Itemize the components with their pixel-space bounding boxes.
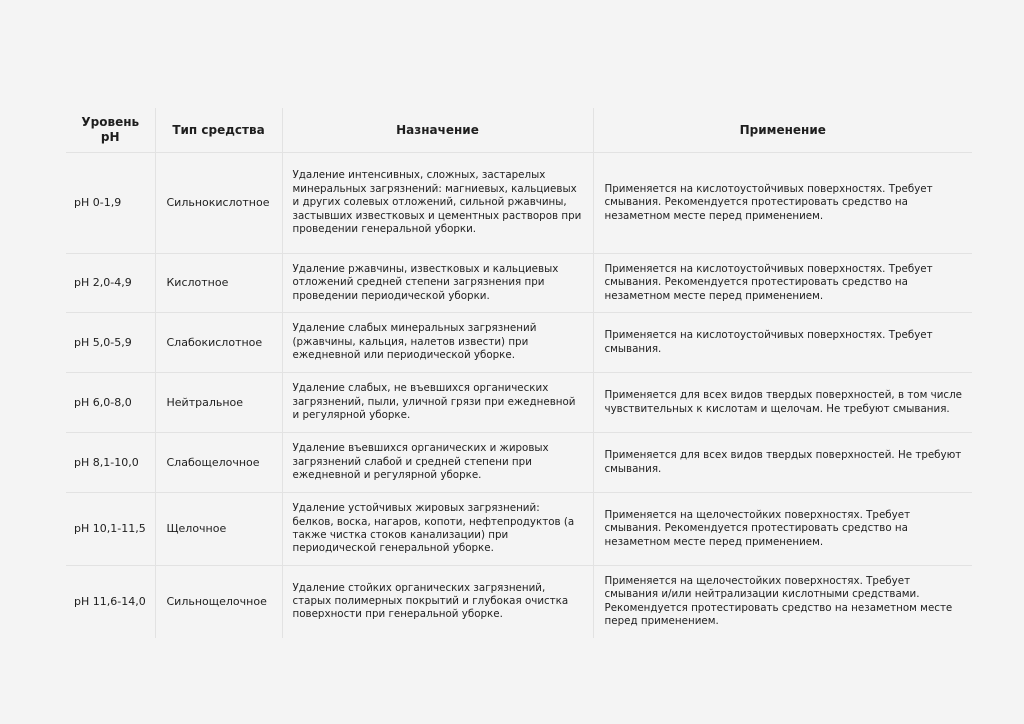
cell-level: pH 6,0-8,0 <box>66 373 155 433</box>
header-purpose: Назначение <box>282 108 593 153</box>
cell-purpose: Удаление интенсивных, сложных, застарелых минеральных загрязнений: магниевых, кальциевых и других солевых отложений, сильной ржавчины, застывших известковых и цементных растворов при проведении генеральной уборки. <box>282 153 593 254</box>
header-type: Тип средства <box>155 108 282 153</box>
table-row <box>66 153 972 254</box>
table-row <box>66 493 972 566</box>
cell-type: Сильнощелочное <box>155 566 282 638</box>
table-row <box>66 566 972 638</box>
cell-usage: Применяется на кислотоустойчивых поверхностях. Требует смывания. <box>593 313 972 373</box>
cell-type: Слабощелочное <box>155 433 282 493</box>
cell-level: pH 10,1-11,5 <box>66 493 155 566</box>
cell-usage: Применяется для всех видов твердых поверхностей, в том числе чувствительных к кислотам и щелочам. Не требуют смывания. <box>593 373 972 433</box>
cell-type: Щелочное <box>155 493 282 566</box>
cell-purpose: Удаление стойких органических загрязнений, старых полимерных покрытий и глубокая очистка поверхности при генеральной уборке. <box>282 566 593 638</box>
cell-usage: Применяется для всех видов твердых поверхностей. Не требуют смывания. <box>593 433 972 493</box>
cell-usage: Применяется на щелочестойких поверхностях. Требует смывания и/или нейтрализации кислотными средствами. Рекомендуется протестировать средство на незаметном месте перед применением. <box>593 566 972 638</box>
table-header-row <box>66 108 972 153</box>
table-row <box>66 433 972 493</box>
cell-purpose: Удаление въевшихся органических и жировых загрязнений слабой и средней степени при ежедневной и регулярной уборке. <box>282 433 593 493</box>
cell-purpose: Удаление слабых минеральных загрязнений (ржавчины, кальция, налетов извести) при ежедневной или периодической уборке. <box>282 313 593 373</box>
cell-purpose: Удаление устойчивых жировых загрязнений: белков, воска, нагаров, копоти, нефтепродуктов (а также чистка стоков канализации) при периодической генеральной уборке. <box>282 493 593 566</box>
ph-table-container <box>66 108 972 638</box>
cell-type: Слабокислотное <box>155 313 282 373</box>
cell-purpose: Удаление ржавчины, известковых и кальциевых отложений средней степени загрязнения при проведении периодической уборки. <box>282 254 593 313</box>
table-row <box>66 313 972 373</box>
cell-level: pH 11,6-14,0 <box>74 595 146 609</box>
cell-type: Нейтральное <box>155 373 282 433</box>
ph-table <box>66 108 972 638</box>
cell-purpose: Удаление слабых, не въевшихся органических загрязнений, пыли, уличной грязи при ежедневной и регулярной уборке. <box>282 373 593 433</box>
table-row <box>66 373 972 433</box>
cell-usage: Применяется на щелочестойких поверхностях. Требует смывания. Рекомендуется протестировать средство на незаметном месте перед применением. <box>593 493 972 566</box>
cell-level: pH 2,0-4,9 <box>66 254 155 313</box>
cell-usage: Применяется на кислотоустойчивых поверхностях. Требует смывания. Рекомендуется протестировать средство на незаметном месте перед применением. <box>593 254 972 313</box>
cell-usage: Применяется на кислотоустойчивых поверхностях. Требует смывания. Рекомендуется протестировать средство на незаметном месте перед применением. <box>593 153 972 254</box>
cell-type: Кислотное <box>155 254 282 313</box>
cell-level: pH 0-1,9 <box>66 153 155 254</box>
header-usage: Применение <box>593 108 972 153</box>
header-level: Уровень pH <box>66 108 155 153</box>
cell-level: pH 8,1-10,0 <box>66 433 155 493</box>
table-row <box>66 254 972 313</box>
cell-type: Сильнокислотное <box>155 153 282 254</box>
cell-level: pH 5,0-5,9 <box>66 313 155 373</box>
